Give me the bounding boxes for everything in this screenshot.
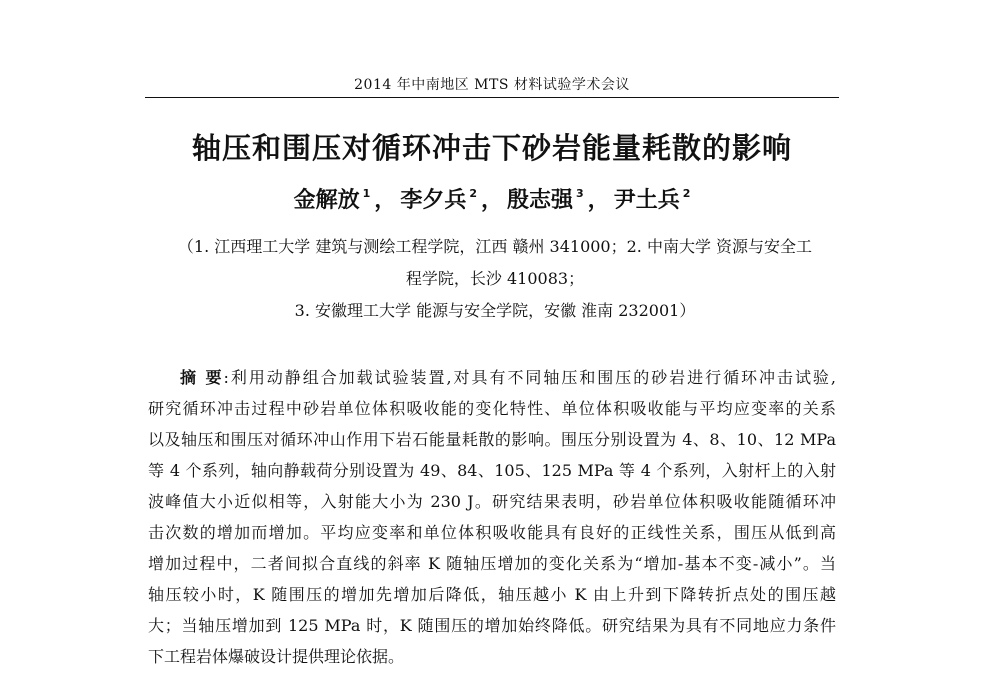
author-name: 尹土兵	[613, 188, 680, 213]
affiliation-line-1: （1. 江西理工大学 建筑与测绘工程学院，江西 赣州 341000；2. 中南大学 资源与安全工	[177, 237, 813, 256]
abstract-line: 下工程岩体爆破设计提供理论依据。	[148, 647, 405, 666]
author-affil-mark: 3	[576, 187, 584, 200]
running-header: 2014 年中南地区 MTS 材料试验学术会议	[354, 77, 630, 93]
abstract-line: 波峰值大小近似相等，入射能大小为 230 J。研究结果表明，砂岩单位体积吸收能随循环冲	[148, 492, 836, 511]
abstract-line: 增加过程中，二者间拟合直线的斜率 K 随轴压增加的变化关系为“增加-基本不变-减小”。当	[148, 554, 836, 573]
author-separator: ，	[480, 188, 503, 213]
author-3	[507, 188, 584, 213]
author-affil-mark: 2	[469, 187, 477, 200]
abstract-line: 大；当轴压增加到 125 MPa 时，K 随围压的增加始终降低。研究结果为具有不同地应力条件	[148, 616, 836, 635]
abstract-line: 轴压较小时，K 随围压的增加先增加后降低，轴压越小 K 由上升到下降转折点处的围压越	[148, 585, 836, 604]
author-list	[120, 183, 864, 214]
abstract-line: 以及轴压和围压对循环冲山作用下岩石能量耗散的影响。围压分别设置为 4、8、10、12 MPa	[148, 430, 836, 449]
abstract-line: 等 4 个系列，轴向静载荷分别设置为 49、84、105、125 MPa 等 4 个系列，入射杆上的入射	[148, 461, 836, 480]
author-name: 金解放	[293, 188, 360, 213]
abstract	[148, 362, 836, 672]
author-separator: ，	[587, 188, 610, 213]
author-name: 李夕兵	[400, 188, 467, 213]
author-2	[400, 188, 477, 213]
author-separator: ，	[374, 188, 397, 213]
affiliation-line-3: 3. 安徽理工大学 能源与安全学院，安徽 淮南 232001）	[294, 301, 696, 320]
paper-title: 轴压和围压对循环冲击下砂岩能量耗散的影响	[191, 131, 792, 165]
author-affil-mark: 2	[682, 187, 691, 200]
author-name: 殷志强	[507, 188, 574, 213]
affiliation-line-2: 程学院，长沙 410083；	[405, 269, 585, 288]
abstract-text: :利用动静组合加载试验装置,对具有不同轴压和围压的砂岩进行循环冲击试验,	[223, 368, 836, 387]
abstract-line: 研究循环冲击过程中砂岩单位体积吸收能的变化特性、单位体积吸收能与平均应变率的关系	[148, 399, 836, 418]
author-4	[614, 188, 691, 213]
abstract-line	[148, 362, 836, 393]
header-rule	[145, 97, 839, 98]
author-affil-mark: 1	[362, 187, 371, 200]
abstract-line: 击次数的增加而增加。平均应变率和单位体积吸收能具有良好的正线性关系，围压从低到高	[148, 523, 836, 542]
author-1	[294, 188, 371, 213]
abstract-label: 摘 要	[180, 368, 224, 387]
